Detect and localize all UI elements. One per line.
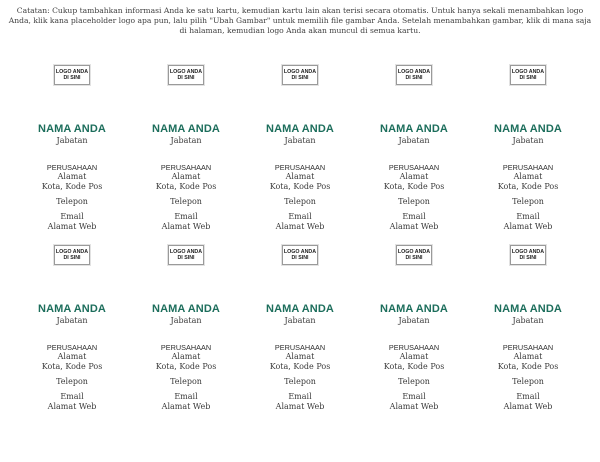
card-job-title[interactable]: Jabatan: [398, 316, 430, 325]
business-card[interactable]: [243, 245, 357, 425]
card-name[interactable]: NAMA ANDA: [152, 303, 220, 315]
card-email[interactable]: Email: [516, 392, 540, 401]
business-card[interactable]: [357, 245, 471, 425]
card-address[interactable]: Alamat: [57, 172, 87, 181]
card-phone[interactable]: Telepon: [170, 197, 202, 206]
card-name[interactable]: NAMA ANDA: [494, 303, 562, 315]
card-city-postal[interactable]: Kota, Kode Pos: [41, 362, 103, 371]
card-job-title[interactable]: Jabatan: [398, 136, 430, 145]
card-company[interactable]: PERUSAHAAN: [274, 343, 326, 352]
logo-placeholder[interactable]: LOGO ANDA DI SINI: [510, 65, 546, 85]
card-city-postal[interactable]: Kota, Kode Pos: [155, 182, 217, 191]
card-address[interactable]: Alamat: [171, 172, 201, 181]
card-city-postal[interactable]: Kota, Kode Pos: [497, 362, 559, 371]
card-company[interactable]: PERUSAHAAN: [160, 163, 212, 172]
card-company[interactable]: PERUSAHAAN: [46, 163, 98, 172]
card-job-title[interactable]: Jabatan: [512, 316, 544, 325]
card-phone[interactable]: Telepon: [284, 377, 316, 386]
card-address[interactable]: Alamat: [285, 352, 315, 361]
business-card[interactable]: [15, 245, 129, 425]
card-name[interactable]: NAMA ANDA: [38, 123, 106, 135]
card-address[interactable]: Alamat: [171, 352, 201, 361]
card-address[interactable]: Alamat: [57, 352, 87, 361]
logo-placeholder[interactable]: LOGO ANDA DI SINI: [510, 245, 546, 265]
card-website[interactable]: Alamat Web: [275, 222, 325, 231]
card-phone[interactable]: Telepon: [512, 377, 544, 386]
card-city-postal[interactable]: Kota, Kode Pos: [41, 182, 103, 191]
card-name[interactable]: NAMA ANDA: [380, 303, 448, 315]
business-card[interactable]: [129, 65, 243, 245]
card-website[interactable]: Alamat Web: [47, 402, 97, 411]
card-phone[interactable]: Telepon: [398, 197, 430, 206]
card-company[interactable]: PERUSAHAAN: [388, 343, 440, 352]
card-phone[interactable]: Telepon: [56, 197, 88, 206]
card-phone[interactable]: Telepon: [398, 377, 430, 386]
logo-placeholder[interactable]: LOGO ANDA DI SINI: [168, 245, 204, 265]
card-name[interactable]: NAMA ANDA: [266, 123, 334, 135]
card-job-title[interactable]: Jabatan: [284, 136, 316, 145]
card-company[interactable]: PERUSAHAAN: [502, 343, 554, 352]
card-company[interactable]: PERUSAHAAN: [502, 163, 554, 172]
card-job-title[interactable]: Jabatan: [56, 316, 88, 325]
card-email[interactable]: Email: [516, 212, 540, 221]
card-phone[interactable]: Telepon: [284, 197, 316, 206]
card-phone[interactable]: Telepon: [56, 377, 88, 386]
card-name[interactable]: NAMA ANDA: [38, 303, 106, 315]
card-company[interactable]: PERUSAHAAN: [160, 343, 212, 352]
instruction-note: Catatan: Cukup tambahkan informasi Anda ke satu kartu, kemudian kartu lain akan terisi secara otomatis. Untuk hanya sekali menambahkan logo Anda, klik kana placeholder logo apa pun, lalu pilih "Ubah Gambar" untuk memilih file gambar Anda. Setelah menambahkan gambar, klik di mana saja di halaman, kemudian logo Anda akan muncul di semua kartu.: [8, 6, 592, 35]
card-city-postal[interactable]: Kota, Kode Pos: [383, 362, 445, 371]
card-job-title[interactable]: Jabatan: [512, 136, 544, 145]
logo-placeholder[interactable]: LOGO ANDA DI SINI: [396, 245, 432, 265]
logo-placeholder[interactable]: LOGO ANDA DI SINI: [282, 65, 318, 85]
card-website[interactable]: Alamat Web: [503, 402, 553, 411]
card-website[interactable]: Alamat Web: [503, 222, 553, 231]
card-website[interactable]: Alamat Web: [47, 222, 97, 231]
card-email[interactable]: Email: [402, 392, 426, 401]
card-address[interactable]: Alamat: [399, 172, 429, 181]
card-job-title[interactable]: Jabatan: [170, 316, 202, 325]
card-job-title[interactable]: Jabatan: [56, 136, 88, 145]
card-job-title[interactable]: Jabatan: [170, 136, 202, 145]
business-card[interactable]: [357, 65, 471, 245]
business-card[interactable]: [243, 65, 357, 245]
logo-placeholder[interactable]: LOGO ANDA DI SINI: [54, 65, 90, 85]
card-city-postal[interactable]: Kota, Kode Pos: [155, 362, 217, 371]
card-email[interactable]: Email: [402, 212, 426, 221]
card-phone[interactable]: Telepon: [170, 377, 202, 386]
card-website[interactable]: Alamat Web: [389, 222, 439, 231]
card-website[interactable]: Alamat Web: [161, 402, 211, 411]
logo-placeholder[interactable]: LOGO ANDA DI SINI: [54, 245, 90, 265]
card-company[interactable]: PERUSAHAAN: [46, 343, 98, 352]
logo-placeholder[interactable]: LOGO ANDA DI SINI: [396, 65, 432, 85]
card-email[interactable]: Email: [174, 392, 198, 401]
business-card[interactable]: [471, 65, 585, 245]
card-address[interactable]: Alamat: [513, 172, 543, 181]
card-website[interactable]: Alamat Web: [275, 402, 325, 411]
business-card[interactable]: [129, 245, 243, 425]
card-city-postal[interactable]: Kota, Kode Pos: [383, 182, 445, 191]
card-email[interactable]: Email: [60, 212, 84, 221]
business-card[interactable]: [15, 65, 129, 245]
card-address[interactable]: Alamat: [285, 172, 315, 181]
card-phone[interactable]: Telepon: [512, 197, 544, 206]
card-name[interactable]: NAMA ANDA: [152, 123, 220, 135]
logo-placeholder[interactable]: LOGO ANDA DI SINI: [282, 245, 318, 265]
card-email[interactable]: Email: [174, 212, 198, 221]
card-address[interactable]: Alamat: [399, 352, 429, 361]
card-city-postal[interactable]: Kota, Kode Pos: [269, 182, 331, 191]
business-card[interactable]: [471, 245, 585, 425]
card-website[interactable]: Alamat Web: [389, 402, 439, 411]
card-company[interactable]: PERUSAHAAN: [274, 163, 326, 172]
card-company[interactable]: PERUSAHAAN: [388, 163, 440, 172]
card-address[interactable]: Alamat: [513, 352, 543, 361]
card-job-title[interactable]: Jabatan: [284, 316, 316, 325]
card-city-postal[interactable]: Kota, Kode Pos: [269, 362, 331, 371]
card-website[interactable]: Alamat Web: [161, 222, 211, 231]
card-email[interactable]: Email: [60, 392, 84, 401]
card-email[interactable]: Email: [288, 392, 312, 401]
card-email[interactable]: Email: [288, 212, 312, 221]
card-city-postal[interactable]: Kota, Kode Pos: [497, 182, 559, 191]
card-name[interactable]: NAMA ANDA: [494, 123, 562, 135]
card-name[interactable]: NAMA ANDA: [266, 303, 334, 315]
logo-placeholder[interactable]: LOGO ANDA DI SINI: [168, 65, 204, 85]
card-name[interactable]: NAMA ANDA: [380, 123, 448, 135]
